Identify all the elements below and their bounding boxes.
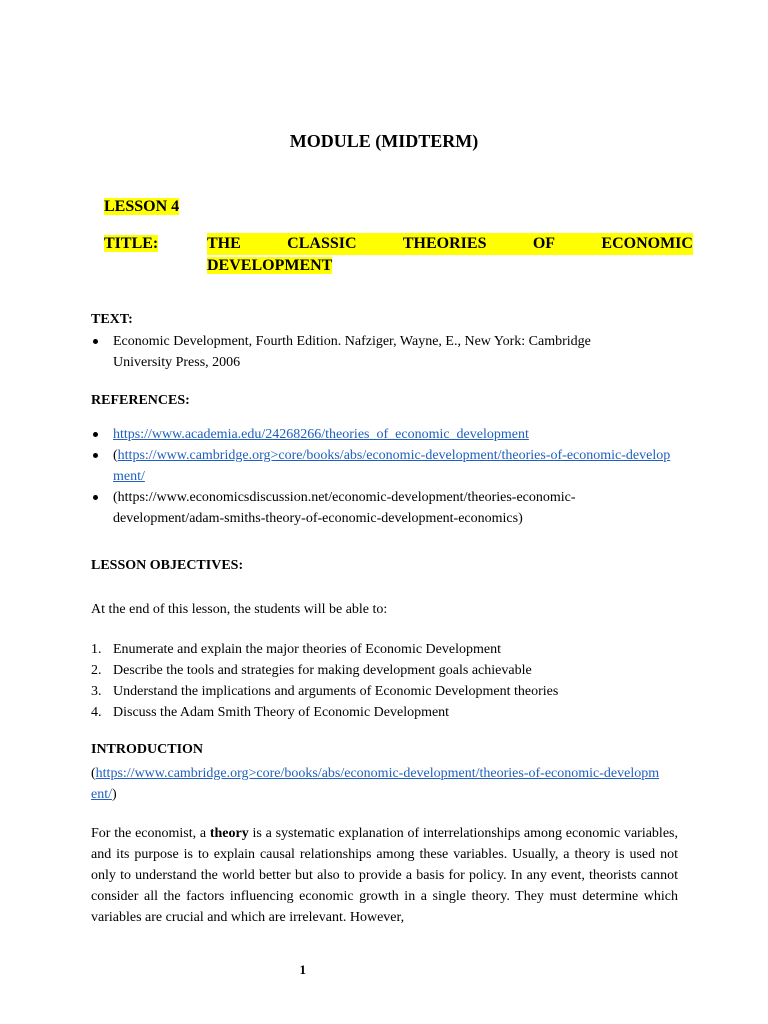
text-list [91, 331, 651, 373]
list-item [91, 445, 671, 487]
lesson-title-label-text: TITLE: [104, 235, 159, 252]
lesson-title-word: ECONOMIC [601, 233, 693, 255]
bullet-icon [93, 453, 98, 458]
objectives-intro: At the end of this lesson, the students will be able to: [91, 602, 388, 617]
list-item [91, 424, 671, 445]
bullet-icon [93, 432, 98, 437]
lesson-title-word: CLASSIC [287, 233, 356, 255]
lesson-label [104, 197, 179, 217]
lesson-title-label [104, 233, 158, 255]
source-link[interactable]: https://www.cambridge.org>core/books/abs/economic-development/theories-of-economic-development/ [91, 766, 660, 802]
references-heading: REFERENCES: [91, 393, 190, 408]
lesson-title-line-1 [207, 233, 693, 255]
source-close: ) [112, 787, 117, 802]
lesson-title-line-2 [207, 255, 693, 277]
objective-text: Enumerate and explain the major theories of Economic Development [113, 642, 501, 657]
item-number: 3. [91, 684, 102, 699]
reference-text: (https://www.economicsdiscussion.net/economic-development/theories-economic-development/adam-smiths-theory-of-economic-development-economics) [113, 490, 576, 526]
reference-link[interactable]: https://www.cambridge.org>core/books/abs/economic-development/theories-of-economic-development/ [113, 448, 671, 484]
list-item [91, 681, 681, 702]
lesson-title-word: DEVELOPMENT [207, 257, 333, 274]
list-item [91, 660, 681, 681]
lesson-label-text: LESSON 4 [104, 198, 180, 215]
objective-text: Understand the implications and arguments of Economic Development theories [113, 684, 559, 699]
reference-prefix: ( [113, 448, 118, 463]
introduction-paragraph [91, 823, 678, 928]
item-number: 2. [91, 663, 102, 678]
source-open: ( [91, 766, 96, 781]
objective-text: Discuss the Adam Smith Theory of Economic Development [113, 705, 450, 720]
lesson-title-word: THE [207, 233, 241, 255]
lesson-title-word: OF [533, 233, 555, 255]
list-item [91, 487, 671, 529]
reference-link[interactable]: https://www.academia.edu/24268266/theories_of_economic_development [113, 427, 529, 442]
text-item: Economic Development, Fourth Edition. Nafziger, Wayne, E., New York: Cambridge University Press, 2006 [113, 334, 591, 370]
list-item [91, 702, 681, 723]
page-number: 1 [299, 962, 306, 977]
references-list [91, 424, 671, 529]
list-item [91, 331, 651, 373]
introduction-source [91, 763, 661, 805]
item-number: 4. [91, 705, 102, 720]
list-item [91, 639, 681, 660]
bullet-icon [93, 339, 98, 344]
bullet-icon [93, 495, 98, 500]
introduction-heading: INTRODUCTION [91, 742, 204, 757]
objectives-heading: LESSON OBJECTIVES: [91, 558, 244, 573]
item-number: 1. [91, 642, 102, 657]
text-heading: TEXT: [91, 312, 133, 327]
para-text: For the economist, a [91, 826, 210, 841]
para-bold-term: theory [209, 826, 249, 841]
para-text: is a systematic explanation of interrelationships among economic variables, and its purpose is to explain causal relationships among these variables. Usually, a theory is used not only to understand the world better but also to provide a basis for policy. In any event, theorists cannot consider all the factors influencing economic growth in a single theory. They must determine which variables are crucial and which are irrelevant. However, [91, 826, 678, 925]
lesson-title-value [207, 233, 693, 277]
lesson-title-word: THEORIES [403, 233, 487, 255]
page-title: MODULE (MIDTERM) [289, 131, 479, 151]
objective-text: Describe the tools and strategies for making development goals achievable [113, 663, 532, 678]
objectives-list [91, 639, 681, 723]
